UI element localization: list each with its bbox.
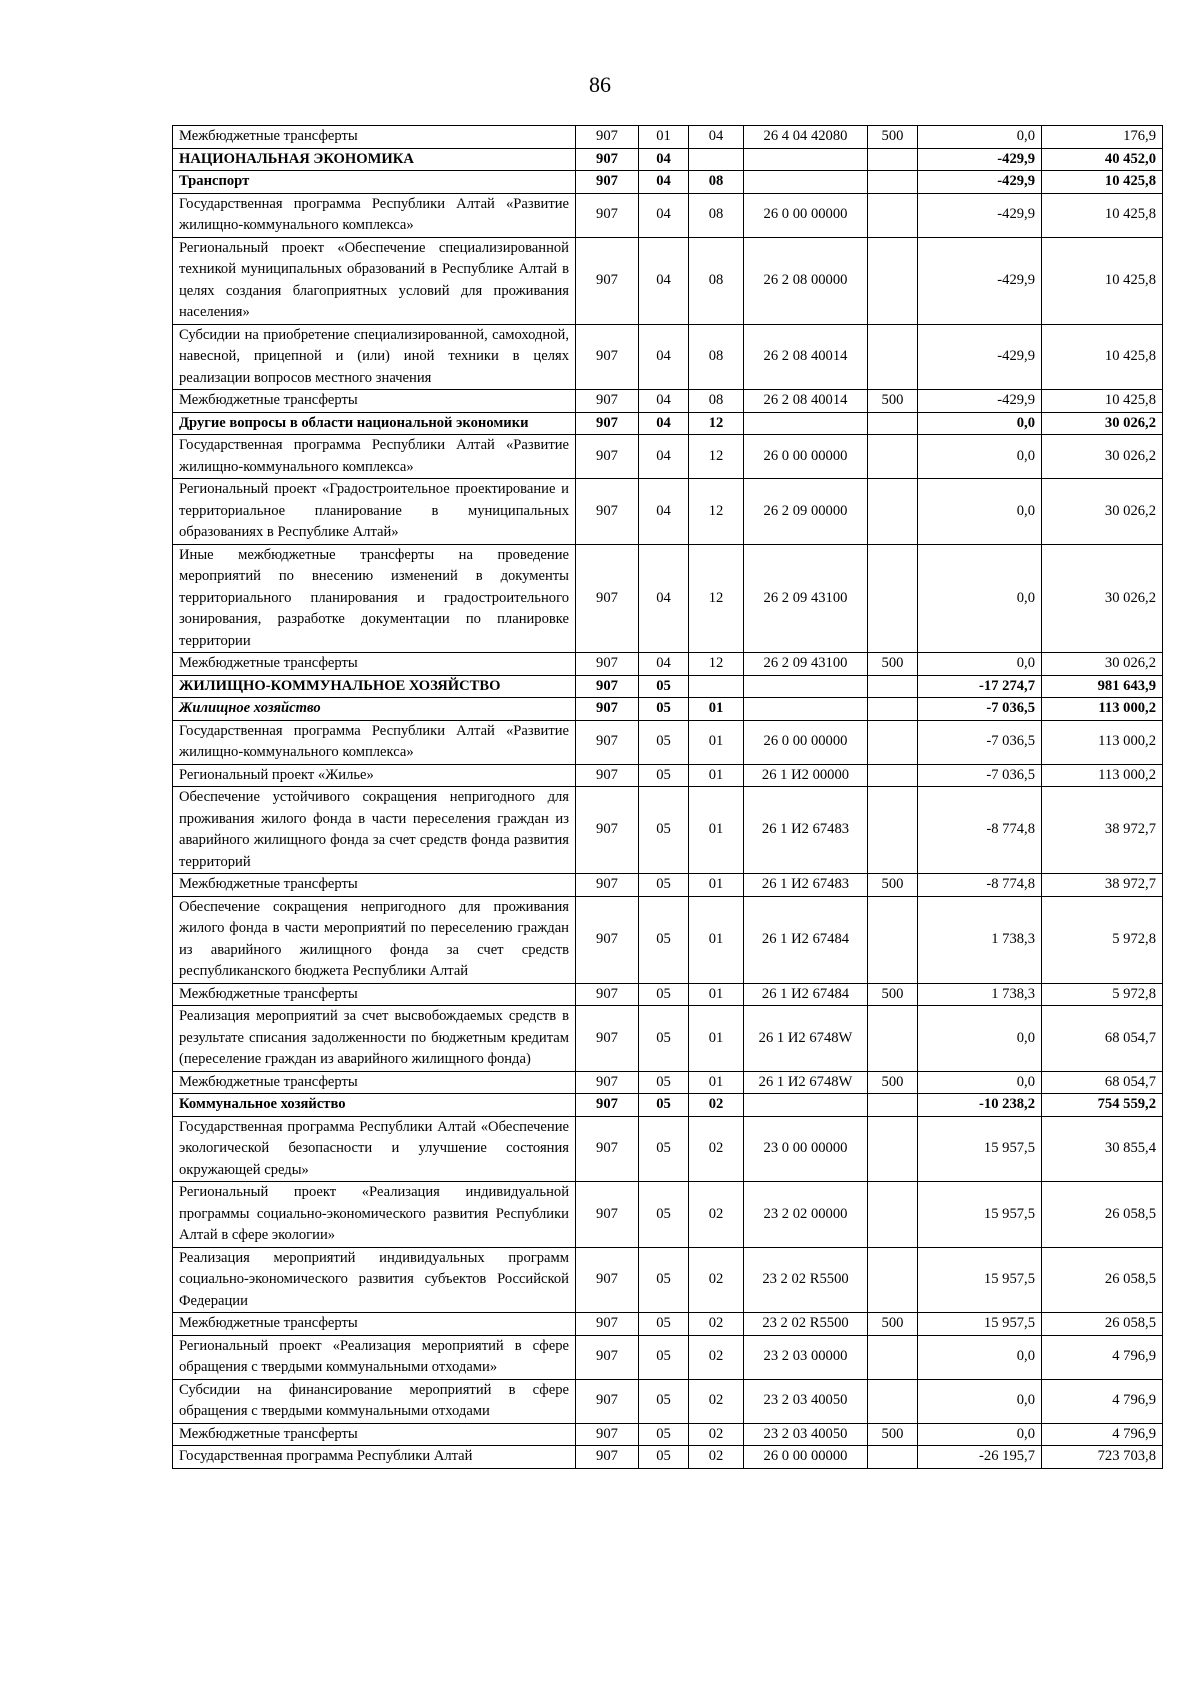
expense-type-cell [868,479,918,545]
row-name-cell: Государственная программа Республики Алтай «Развитие жилищно-коммунального комплекса» [173,435,576,479]
section-code-cell: 05 [639,1446,689,1469]
table-row [173,787,1163,874]
section-code-cell: 05 [639,1116,689,1182]
expense-type-cell [868,1335,918,1379]
table-row [173,412,1163,435]
table-row [173,1116,1163,1182]
total-amount-cell: 4 796,9 [1042,1335,1163,1379]
change-amount-cell: -429,9 [918,193,1042,237]
target-article-cell [744,171,868,194]
section-code-cell: 05 [639,698,689,721]
total-amount-cell: 26 058,5 [1042,1182,1163,1248]
expense-type-cell [868,237,918,324]
expense-type-cell: 500 [868,1071,918,1094]
total-amount-cell: 40 452,0 [1042,148,1163,171]
admin-code-cell: 907 [576,1071,639,1094]
total-amount-cell: 10 425,8 [1042,237,1163,324]
expense-type-cell [868,412,918,435]
expense-type-cell [868,193,918,237]
target-article-cell: 23 2 03 40050 [744,1379,868,1423]
total-amount-cell: 5 972,8 [1042,983,1163,1006]
row-name-cell: Государственная программа Республики Алтай «Развитие жилищно-коммунального комплекса» [173,193,576,237]
target-article-cell: 26 1 И2 00000 [744,764,868,787]
section-code-cell: 05 [639,1006,689,1072]
row-name-cell: Коммунальное хозяйство [173,1094,576,1117]
target-article-cell [744,148,868,171]
subsection-code-cell: 08 [689,390,744,413]
target-article-cell [744,1094,868,1117]
target-article-cell: 23 2 02 R5500 [744,1247,868,1313]
table-row [173,1335,1163,1379]
expense-type-cell [868,1006,918,1072]
target-article-cell: 26 1 И2 6748W [744,1006,868,1072]
expense-type-cell [868,720,918,764]
section-code-cell: 05 [639,675,689,698]
admin-code-cell: 907 [576,983,639,1006]
target-article-cell: 23 2 03 00000 [744,1335,868,1379]
row-name-cell: Межбюджетные трансферты [173,983,576,1006]
total-amount-cell: 113 000,2 [1042,698,1163,721]
section-code-cell: 05 [639,1313,689,1336]
change-amount-cell: -7 036,5 [918,764,1042,787]
expense-type-cell [868,787,918,874]
section-code-cell: 04 [639,148,689,171]
expense-type-cell: 500 [868,874,918,897]
expense-type-cell [868,171,918,194]
subsection-code-cell: 02 [689,1094,744,1117]
admin-code-cell: 907 [576,1446,639,1469]
table-body [173,126,1163,1469]
admin-code-cell: 907 [576,653,639,676]
table-row [173,653,1163,676]
total-amount-cell: 68 054,7 [1042,1071,1163,1094]
total-amount-cell: 176,9 [1042,126,1163,149]
table-row [173,983,1163,1006]
target-article-cell: 26 1 И2 67484 [744,896,868,983]
total-amount-cell: 30 026,2 [1042,653,1163,676]
row-name-cell: Межбюджетные трансферты [173,1313,576,1336]
row-name-cell: Межбюджетные трансферты [173,874,576,897]
section-code-cell: 04 [639,653,689,676]
target-article-cell: 26 4 04 42080 [744,126,868,149]
page-number: 86 [589,72,611,97]
total-amount-cell: 68 054,7 [1042,1006,1163,1072]
section-code-cell: 04 [639,479,689,545]
total-amount-cell: 38 972,7 [1042,874,1163,897]
total-amount-cell: 4 796,9 [1042,1423,1163,1446]
subsection-code-cell: 12 [689,435,744,479]
target-article-cell: 26 1 И2 67484 [744,983,868,1006]
section-code-cell: 04 [639,237,689,324]
change-amount-cell: 1 738,3 [918,983,1042,1006]
row-name-cell: Жилищное хозяйство [173,698,576,721]
expense-type-cell [868,896,918,983]
subsection-code-cell: 02 [689,1182,744,1248]
section-code-cell: 05 [639,983,689,1006]
section-code-cell: 04 [639,324,689,390]
expense-type-cell [868,1379,918,1423]
total-amount-cell: 10 425,8 [1042,324,1163,390]
target-article-cell [744,698,868,721]
section-code-cell: 04 [639,193,689,237]
change-amount-cell: 0,0 [918,1071,1042,1094]
subsection-code-cell: 01 [689,874,744,897]
table-row [173,544,1163,653]
row-name-cell: Региональный проект «Реализация мероприятий в сфере обращения с твердыми коммунальными отходами» [173,1335,576,1379]
admin-code-cell: 907 [576,1006,639,1072]
table-row [173,1094,1163,1117]
section-code-cell: 05 [639,1423,689,1446]
change-amount-cell: 0,0 [918,1006,1042,1072]
section-code-cell: 05 [639,1335,689,1379]
expense-type-cell [868,435,918,479]
section-code-cell: 05 [639,764,689,787]
section-code-cell: 05 [639,896,689,983]
total-amount-cell: 113 000,2 [1042,764,1163,787]
subsection-code-cell: 01 [689,1006,744,1072]
subsection-code-cell [689,675,744,698]
target-article-cell: 26 2 09 43100 [744,544,868,653]
admin-code-cell: 907 [576,148,639,171]
expense-type-cell [868,1094,918,1117]
expense-type-cell [868,1182,918,1248]
row-name-cell: Обеспечение устойчивого сокращения непригодного для проживания жилого фонда в части переселения граждан из аварийного жилищного фонда за счет средств фонда развития территорий [173,787,576,874]
section-code-cell: 05 [639,720,689,764]
budget-table [172,125,1163,1469]
change-amount-cell: -10 238,2 [918,1094,1042,1117]
expense-type-cell: 500 [868,1423,918,1446]
total-amount-cell: 981 643,9 [1042,675,1163,698]
admin-code-cell: 907 [576,1247,639,1313]
subsection-code-cell: 02 [689,1116,744,1182]
target-article-cell: 26 0 00 00000 [744,720,868,764]
expense-type-cell [868,1247,918,1313]
section-code-cell: 05 [639,1182,689,1248]
admin-code-cell: 907 [576,126,639,149]
expense-type-cell: 500 [868,126,918,149]
change-amount-cell: 15 957,5 [918,1182,1042,1248]
admin-code-cell: 907 [576,896,639,983]
table-row [173,193,1163,237]
admin-code-cell: 907 [576,193,639,237]
subsection-code-cell: 01 [689,698,744,721]
table-row [173,479,1163,545]
target-article-cell: 26 0 00 00000 [744,1446,868,1469]
section-code-cell: 05 [639,874,689,897]
admin-code-cell: 907 [576,171,639,194]
expense-type-cell: 500 [868,1313,918,1336]
subsection-code-cell: 02 [689,1247,744,1313]
table-row [173,698,1163,721]
row-name-cell: Государственная программа Республики Алтай «Обеспечение экологической безопасности и улучшение состояния окружающей среды» [173,1116,576,1182]
row-name-cell: Реализация мероприятий за счет высвобождаемых средств в результате списания задолженности по бюджетным кредитам (переселение граждан из аварийного жилищного фонда) [173,1006,576,1072]
section-code-cell: 04 [639,390,689,413]
admin-code-cell: 907 [576,1379,639,1423]
expense-type-cell [868,1116,918,1182]
admin-code-cell: 907 [576,764,639,787]
section-code-cell: 05 [639,1094,689,1117]
subsection-code-cell: 02 [689,1446,744,1469]
admin-code-cell: 907 [576,720,639,764]
target-article-cell: 26 1 И2 6748W [744,1071,868,1094]
total-amount-cell: 113 000,2 [1042,720,1163,764]
row-name-cell: Региональный проект «Градостроительное проектирование и территориальное планирование в муниципальных образованиях в Республике Алтай» [173,479,576,545]
row-name-cell: Субсидии на приобретение специализированной, самоходной, навесной, прицепной и (или) иной техники в целях реализации вопросов местного значения [173,324,576,390]
table-row [173,1071,1163,1094]
table-row [173,324,1163,390]
expense-type-cell: 500 [868,983,918,1006]
target-article-cell: 26 0 00 00000 [744,193,868,237]
total-amount-cell: 4 796,9 [1042,1379,1163,1423]
target-article-cell: 26 2 09 43100 [744,653,868,676]
expense-type-cell [868,764,918,787]
target-article-cell: 23 2 02 R5500 [744,1313,868,1336]
subsection-code-cell: 02 [689,1379,744,1423]
target-article-cell [744,412,868,435]
table-row [173,237,1163,324]
change-amount-cell: -429,9 [918,237,1042,324]
row-name-cell: Межбюджетные трансферты [173,126,576,149]
table-row [173,896,1163,983]
section-code-cell: 05 [639,1379,689,1423]
subsection-code-cell: 01 [689,720,744,764]
total-amount-cell: 754 559,2 [1042,1094,1163,1117]
row-name-cell: ЖИЛИЩНО-КОММУНАЛЬНОЕ ХОЗЯЙСТВО [173,675,576,698]
table-row [173,390,1163,413]
change-amount-cell: 0,0 [918,126,1042,149]
change-amount-cell: -8 774,8 [918,787,1042,874]
admin-code-cell: 907 [576,1313,639,1336]
admin-code-cell: 907 [576,874,639,897]
section-code-cell: 04 [639,544,689,653]
section-code-cell: 05 [639,1247,689,1313]
subsection-code-cell: 08 [689,171,744,194]
change-amount-cell: 1 738,3 [918,896,1042,983]
admin-code-cell: 907 [576,1116,639,1182]
row-name-cell: Другие вопросы в области национальной экономики [173,412,576,435]
section-code-cell: 01 [639,126,689,149]
total-amount-cell: 723 703,8 [1042,1446,1163,1469]
expense-type-cell [868,675,918,698]
table-row [173,720,1163,764]
change-amount-cell: -429,9 [918,171,1042,194]
subsection-code-cell: 12 [689,544,744,653]
table-row [173,874,1163,897]
table-row [173,126,1163,149]
total-amount-cell: 30 026,2 [1042,544,1163,653]
change-amount-cell: 0,0 [918,412,1042,435]
total-amount-cell: 26 058,5 [1042,1247,1163,1313]
target-article-cell: 26 0 00 00000 [744,435,868,479]
admin-code-cell: 907 [576,1423,639,1446]
change-amount-cell: -8 774,8 [918,874,1042,897]
expense-type-cell [868,698,918,721]
target-article-cell: 26 1 И2 67483 [744,874,868,897]
subsection-code-cell: 04 [689,126,744,149]
admin-code-cell: 907 [576,1094,639,1117]
table-row [173,1247,1163,1313]
subsection-code-cell: 08 [689,324,744,390]
row-name-cell: Региональный проект «Обеспечение специализированной техникой муниципальных образований в Республике Алтай в целях создания благоприятных условий для проживания населения» [173,237,576,324]
change-amount-cell: -26 195,7 [918,1446,1042,1469]
section-code-cell: 04 [639,412,689,435]
table-row [173,764,1163,787]
expense-type-cell: 500 [868,653,918,676]
row-name-cell: Обеспечение сокращения непригодного для проживания жилого фонда в части мероприятий по переселению граждан из аварийного жилищного фонда за счет средств республиканского бюджета Республики Алтай [173,896,576,983]
section-code-cell: 05 [639,787,689,874]
table-row [173,1006,1163,1072]
row-name-cell: НАЦИОНАЛЬНАЯ ЭКОНОМИКА [173,148,576,171]
row-name-cell: Государственная программа Республики Алтай «Развитие жилищно-коммунального комплекса» [173,720,576,764]
table-row [173,675,1163,698]
admin-code-cell: 907 [576,412,639,435]
change-amount-cell: -7 036,5 [918,720,1042,764]
subsection-code-cell: 01 [689,983,744,1006]
row-name-cell: Межбюджетные трансферты [173,1423,576,1446]
subsection-code-cell: 02 [689,1423,744,1446]
row-name-cell: Реализация мероприятий индивидуальных программ социально-экономического развития субъектов Российской Федерации [173,1247,576,1313]
admin-code-cell: 907 [576,1335,639,1379]
total-amount-cell: 30 026,2 [1042,412,1163,435]
table-row [173,435,1163,479]
table-row [173,1446,1163,1469]
subsection-code-cell: 01 [689,1071,744,1094]
row-name-cell: Субсидии на финансирование мероприятий в сфере обращения с твердыми коммунальными отходами [173,1379,576,1423]
total-amount-cell: 30 855,4 [1042,1116,1163,1182]
subsection-code-cell: 01 [689,764,744,787]
target-article-cell: 26 2 08 00000 [744,237,868,324]
target-article-cell: 23 2 02 00000 [744,1182,868,1248]
expense-type-cell [868,544,918,653]
change-amount-cell: -7 036,5 [918,698,1042,721]
change-amount-cell: 15 957,5 [918,1247,1042,1313]
admin-code-cell: 907 [576,390,639,413]
table-row [173,1423,1163,1446]
admin-code-cell: 907 [576,237,639,324]
target-article-cell [744,675,868,698]
section-code-cell: 05 [639,1071,689,1094]
row-name-cell: Региональный проект «Реализация индивидуальной программы социально-экономического развития Республики Алтай в сфере экологии» [173,1182,576,1248]
subsection-code-cell: 02 [689,1335,744,1379]
admin-code-cell: 907 [576,324,639,390]
target-article-cell: 23 2 03 40050 [744,1423,868,1446]
change-amount-cell: -429,9 [918,390,1042,413]
admin-code-cell: 907 [576,479,639,545]
row-name-cell: Региональный проект «Жилье» [173,764,576,787]
change-amount-cell: -429,9 [918,148,1042,171]
change-amount-cell: 0,0 [918,1379,1042,1423]
subsection-code-cell: 08 [689,237,744,324]
change-amount-cell: 0,0 [918,479,1042,545]
expense-type-cell [868,1446,918,1469]
table-row [173,148,1163,171]
total-amount-cell: 26 058,5 [1042,1313,1163,1336]
target-article-cell: 26 2 09 00000 [744,479,868,545]
total-amount-cell: 10 425,8 [1042,390,1163,413]
admin-code-cell: 907 [576,544,639,653]
subsection-code-cell: 08 [689,193,744,237]
row-name-cell: Межбюджетные трансферты [173,390,576,413]
section-code-cell: 04 [639,435,689,479]
admin-code-cell: 907 [576,698,639,721]
target-article-cell: 26 1 И2 67483 [744,787,868,874]
table-row [173,1379,1163,1423]
change-amount-cell: 0,0 [918,435,1042,479]
change-amount-cell: 0,0 [918,1423,1042,1446]
expense-type-cell [868,148,918,171]
subsection-code-cell: 02 [689,1313,744,1336]
subsection-code-cell: 12 [689,412,744,435]
admin-code-cell: 907 [576,435,639,479]
expense-type-cell: 500 [868,390,918,413]
target-article-cell: 26 2 08 40014 [744,390,868,413]
change-amount-cell: 0,0 [918,1335,1042,1379]
subsection-code-cell: 01 [689,787,744,874]
row-name-cell: Межбюджетные трансферты [173,653,576,676]
change-amount-cell: -17 274,7 [918,675,1042,698]
subsection-code-cell: 12 [689,479,744,545]
row-name-cell: Транспорт [173,171,576,194]
total-amount-cell: 30 026,2 [1042,435,1163,479]
row-name-cell: Межбюджетные трансферты [173,1071,576,1094]
total-amount-cell: 30 026,2 [1042,479,1163,545]
subsection-code-cell [689,148,744,171]
total-amount-cell: 10 425,8 [1042,193,1163,237]
total-amount-cell: 5 972,8 [1042,896,1163,983]
change-amount-cell: 15 957,5 [918,1313,1042,1336]
change-amount-cell: -429,9 [918,324,1042,390]
admin-code-cell: 907 [576,675,639,698]
row-name-cell: Иные межбюджетные трансферты на проведение мероприятий по внесению изменений в документы территориального планирования и градостроительного зонирования, разработке документации по планировке территории [173,544,576,653]
change-amount-cell: 0,0 [918,653,1042,676]
subsection-code-cell: 12 [689,653,744,676]
target-article-cell: 23 0 00 00000 [744,1116,868,1182]
section-code-cell: 04 [639,171,689,194]
table-row [173,1313,1163,1336]
admin-code-cell: 907 [576,787,639,874]
change-amount-cell: 0,0 [918,544,1042,653]
total-amount-cell: 10 425,8 [1042,171,1163,194]
change-amount-cell: 15 957,5 [918,1116,1042,1182]
row-name-cell: Государственная программа Республики Алтай [173,1446,576,1469]
total-amount-cell: 38 972,7 [1042,787,1163,874]
admin-code-cell: 907 [576,1182,639,1248]
target-article-cell: 26 2 08 40014 [744,324,868,390]
table-row [173,1182,1163,1248]
subsection-code-cell: 01 [689,896,744,983]
expense-type-cell [868,324,918,390]
table-row [173,171,1163,194]
